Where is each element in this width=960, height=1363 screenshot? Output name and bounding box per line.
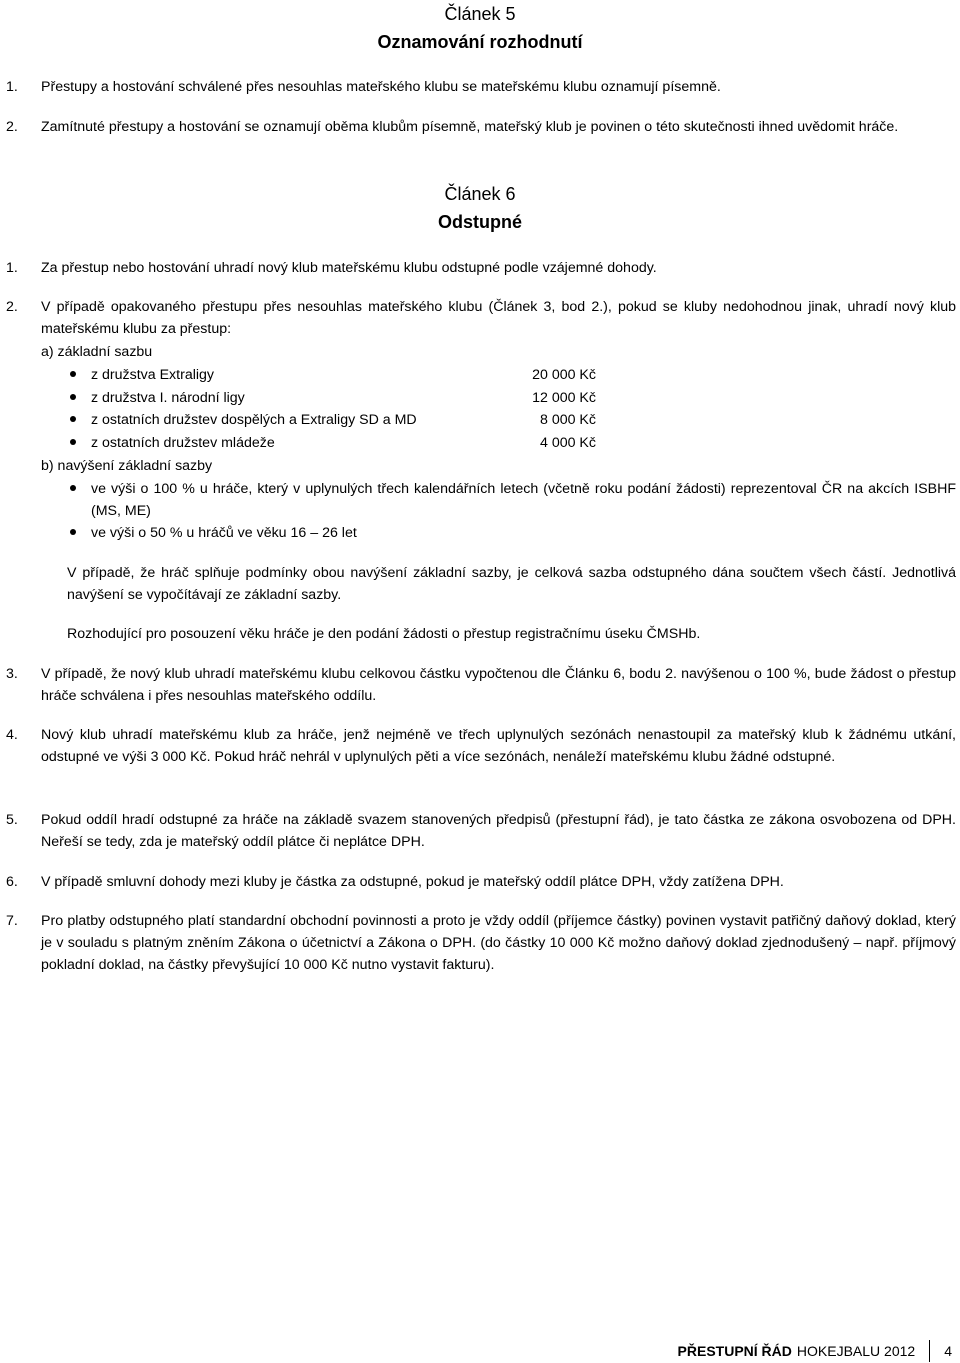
note-age-rule: Rozhodující pro posouzení věku hráče je den podání žádosti o přestup registračnímu úseku ČMSHb.	[67, 626, 701, 642]
item-number: 3.	[6, 666, 18, 682]
article-6-item-1	[6, 257, 956, 279]
article-6-item-7	[6, 910, 956, 976]
footer-brand: PŘESTUPNÍ ŘÁD	[677, 1343, 792, 1359]
rate-label: z družstva I. národní ligy	[91, 390, 245, 406]
item-text: Pokud oddíl hradí odstupné za hráče na základě svazem stanovených předpisů (přestupní řád), je tato částka ze zákona osvobozena od DPH. Neřeší se tedy, zda je mateřský oddíl plátce či neplátce DPH.	[41, 812, 956, 850]
increase-50: ve výši o 50 % u hráčů ve věku 16 – 26 let	[91, 525, 357, 541]
item-number: 7.	[6, 913, 18, 929]
footer-suffix: HOKEJBALU 2012	[796, 1343, 916, 1359]
bullet-icon	[70, 416, 76, 422]
item-text: Zamítnuté přestupy a hostování se oznamují oběma klubům písemně, mateřský klub je povinen o této skutečnosti ihned uvědomit hráče.	[41, 119, 899, 135]
note-combined-increase: V případě, že hráč splňuje podmínky obou navýšení základní sazby, je celková sazba odstupného dána součtem všech částí. Jednotlivá navýšení se vypočítávají ze základní sazby.	[67, 565, 956, 603]
item-number: 2.	[6, 119, 18, 135]
rate-amount: 8 000 Kč	[539, 412, 596, 428]
page-number: 4	[944, 1343, 952, 1359]
item-text: V případě smluvní dohody mezi kluby je částka za odstupné, pokud je mateřský oddíl plátce DPH, vždy zatížena DPH.	[41, 874, 784, 890]
article-6-subtitle: Odstupné	[438, 212, 522, 232]
article-6-title: Článek 6	[444, 184, 516, 204]
increase-100: ve výši o 100 % u hráče, který v uplynulých třech kalendářních letech (včetně roku podání žádosti) reprezentoval ČR na akcích ISBHF (MS, ME)	[91, 481, 956, 519]
article-6-item-5	[6, 809, 956, 853]
section-b-label: b) navýšení základní sazby	[41, 458, 213, 474]
rate-amount: 4 000 Kč	[539, 435, 596, 451]
rate-amount: 20 000 Kč	[532, 367, 596, 383]
article-6-item-6	[6, 871, 956, 893]
item-text: Nový klub uhradí mateřskému klub za hráče, jenž nejméně ve třech uplynulých sezónách nenastoupil za mateřský klub k žádnému utkání, odstupné ve výši 3 000 Kč. Pokud hráč nehrál v uplynulých pěti a více sezónách, nenáleží mateřskému klubu žádné odstupné.	[41, 727, 956, 765]
item-number: 1.	[6, 260, 18, 276]
item-text: V případě opakovaného přestupu přes nesouhlas mateřského klubu (Článek 3, bod 2.), pokud se kluby nedohodnou jinak, uhradí nový klub mateřskému klubu za přestup:	[41, 299, 956, 337]
article-6-item-2	[6, 296, 956, 340]
rate-label: z ostatních družstev dospělých a Extraligy SD a MD	[91, 412, 417, 428]
item-number: 6.	[6, 874, 18, 890]
bullet-icon	[70, 394, 76, 400]
article-5-item-2	[6, 116, 956, 138]
bullet-icon	[70, 529, 76, 535]
bullet-icon	[70, 371, 76, 377]
rate-label: z ostatních družstev mládeže	[91, 435, 275, 451]
item-number: 5.	[6, 812, 18, 828]
bullet-icon	[70, 485, 76, 491]
footer-divider	[929, 1340, 930, 1362]
bullet-icon	[70, 439, 76, 445]
item-text: Za přestup nebo hostování uhradí nový klub mateřskému klubu odstupné podle vzájemné dohody.	[41, 260, 657, 276]
item-text: Přestupy a hostování schválené přes nesouhlas mateřského klubu se mateřskému klubu oznamují písemně.	[41, 79, 721, 95]
rate-amount: 12 000 Kč	[532, 390, 596, 406]
item-number: 4.	[6, 727, 18, 743]
article-5-subtitle: Oznamování rozhodnutí	[377, 32, 583, 52]
item-text: Pro platby odstupného platí standardní obchodní povinnosti a proto je vždy oddíl (příjemce částky) povinen vystavit patřičný daňový doklad, který je v souladu s platným zněním Zákona o účetnictví a Zákona o DPH. (do částky 10 000 Kč možno daňový doklad zjednodušený – např. příjmový pokladní doklad, na částky převyšující 10 000 Kč nutno vystavit fakturu).	[41, 913, 956, 973]
item-number: 1.	[6, 79, 18, 95]
article-5-item-1	[6, 76, 956, 98]
article-5-title: Článek 5	[444, 4, 516, 24]
item-text: V případě, že nový klub uhradí mateřskému klubu celkovou částku vypočtenou dle Článku 6, bodu 2. navýšenou o 100 %, bude žádost o přestup hráče schválena i přes nesouhlas mateřského oddílu.	[41, 666, 956, 704]
item-number: 2.	[6, 299, 18, 315]
section-a-label: a) základní sazbu	[41, 344, 153, 360]
page-footer	[678, 1340, 952, 1362]
article-6-item-3	[6, 663, 956, 707]
rate-label: z družstva Extraligy	[91, 367, 214, 383]
article-6-item-4	[6, 724, 956, 768]
